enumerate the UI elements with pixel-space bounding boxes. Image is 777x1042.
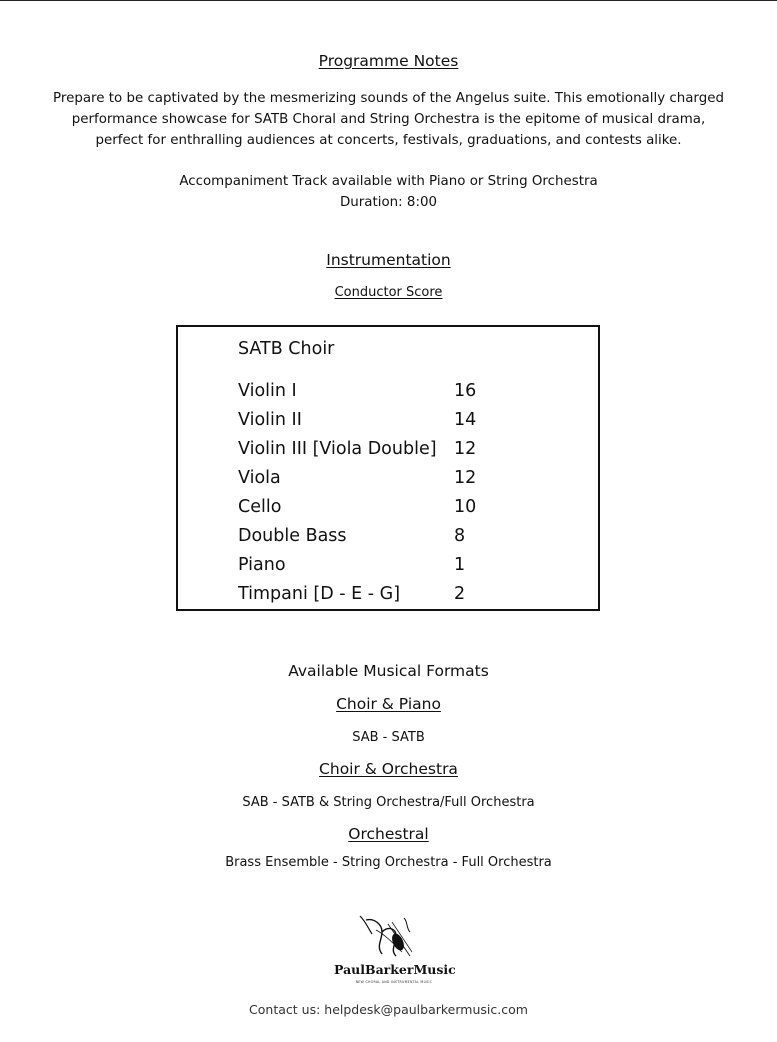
instrument-row [238, 410, 578, 439]
instrument-name: Violin II [238, 410, 302, 430]
paragraph-line: perfect for enthralling audiences at concerts, festivals, graduations, and contests alike. [95, 133, 682, 148]
paragraph-line: Prepare to be captivated by the mesmerizing sounds of the Angelus suite. This emotionally charged [53, 91, 724, 106]
instrument-count: 12 [454, 439, 477, 459]
top-rule [0, 0, 777, 1]
instrument-row [238, 468, 578, 497]
instrument-row [238, 381, 578, 410]
instrument-count: 2 [454, 584, 466, 604]
instrument-count: 16 [454, 381, 477, 401]
accompaniment-note: Accompaniment Track available with Piano or String Orchestra [179, 174, 598, 189]
instrument-row [238, 439, 578, 468]
instrumentation-title: Instrumentation [326, 251, 451, 269]
format-heading-choir-piano: Choir & Piano [336, 695, 441, 713]
paragraph-line: performance showcase for SATB Choral and String Orchestra is the epitome of musical drama, [71, 112, 706, 127]
instrument-row [238, 555, 578, 584]
brand-name: PaulBarkerMusic [334, 962, 456, 977]
instrument-name: Cello [238, 497, 282, 517]
instrument-count: 12 [454, 468, 477, 488]
instrument-name: Double Bass [238, 526, 347, 546]
format-heading-choir-orchestra: Choir & Orchestra [319, 760, 458, 778]
paulbarkermusic-logo [334, 912, 454, 992]
programme-notes-title: Programme Notes [318, 52, 459, 70]
instrument-row [238, 526, 578, 555]
instrument-count: 1 [454, 555, 466, 575]
instrument-row [238, 584, 578, 613]
format-detail: SAB - SATB [352, 730, 425, 745]
brand-tagline: NEW CHORAL AND INSTRUMENTAL MUSIC [355, 980, 433, 984]
instrument-name: Viola [238, 468, 281, 488]
conductor-score-label: Conductor Score [334, 285, 443, 300]
instrumentation-box [176, 325, 600, 611]
format-detail: Brass Ensemble - String Orchestra - Full Orchestra [225, 855, 552, 870]
instrument-count: 10 [454, 497, 477, 517]
duration: Duration: 8:00 [340, 195, 437, 210]
choir-label: SATB Choir [238, 339, 335, 359]
instrument-count: 8 [454, 526, 466, 546]
instrument-name: Violin III [Viola Double] [238, 439, 437, 459]
format-detail: SAB - SATB & String Orchestra/Full Orchestra [242, 795, 535, 810]
format-heading-orchestral: Orchestral [348, 825, 429, 843]
violin-logo-icon [352, 912, 436, 960]
instrument-count: 14 [454, 410, 477, 430]
instrument-name: Timpani [D - E - G] [238, 584, 401, 604]
instrument-row [238, 497, 578, 526]
formats-title: Available Musical Formats [288, 662, 489, 680]
instrument-name: Violin I [238, 381, 297, 401]
contact-line: Contact us: helpdesk@paulbarkermusic.com [249, 1002, 528, 1017]
instrument-name: Piano [238, 555, 286, 575]
